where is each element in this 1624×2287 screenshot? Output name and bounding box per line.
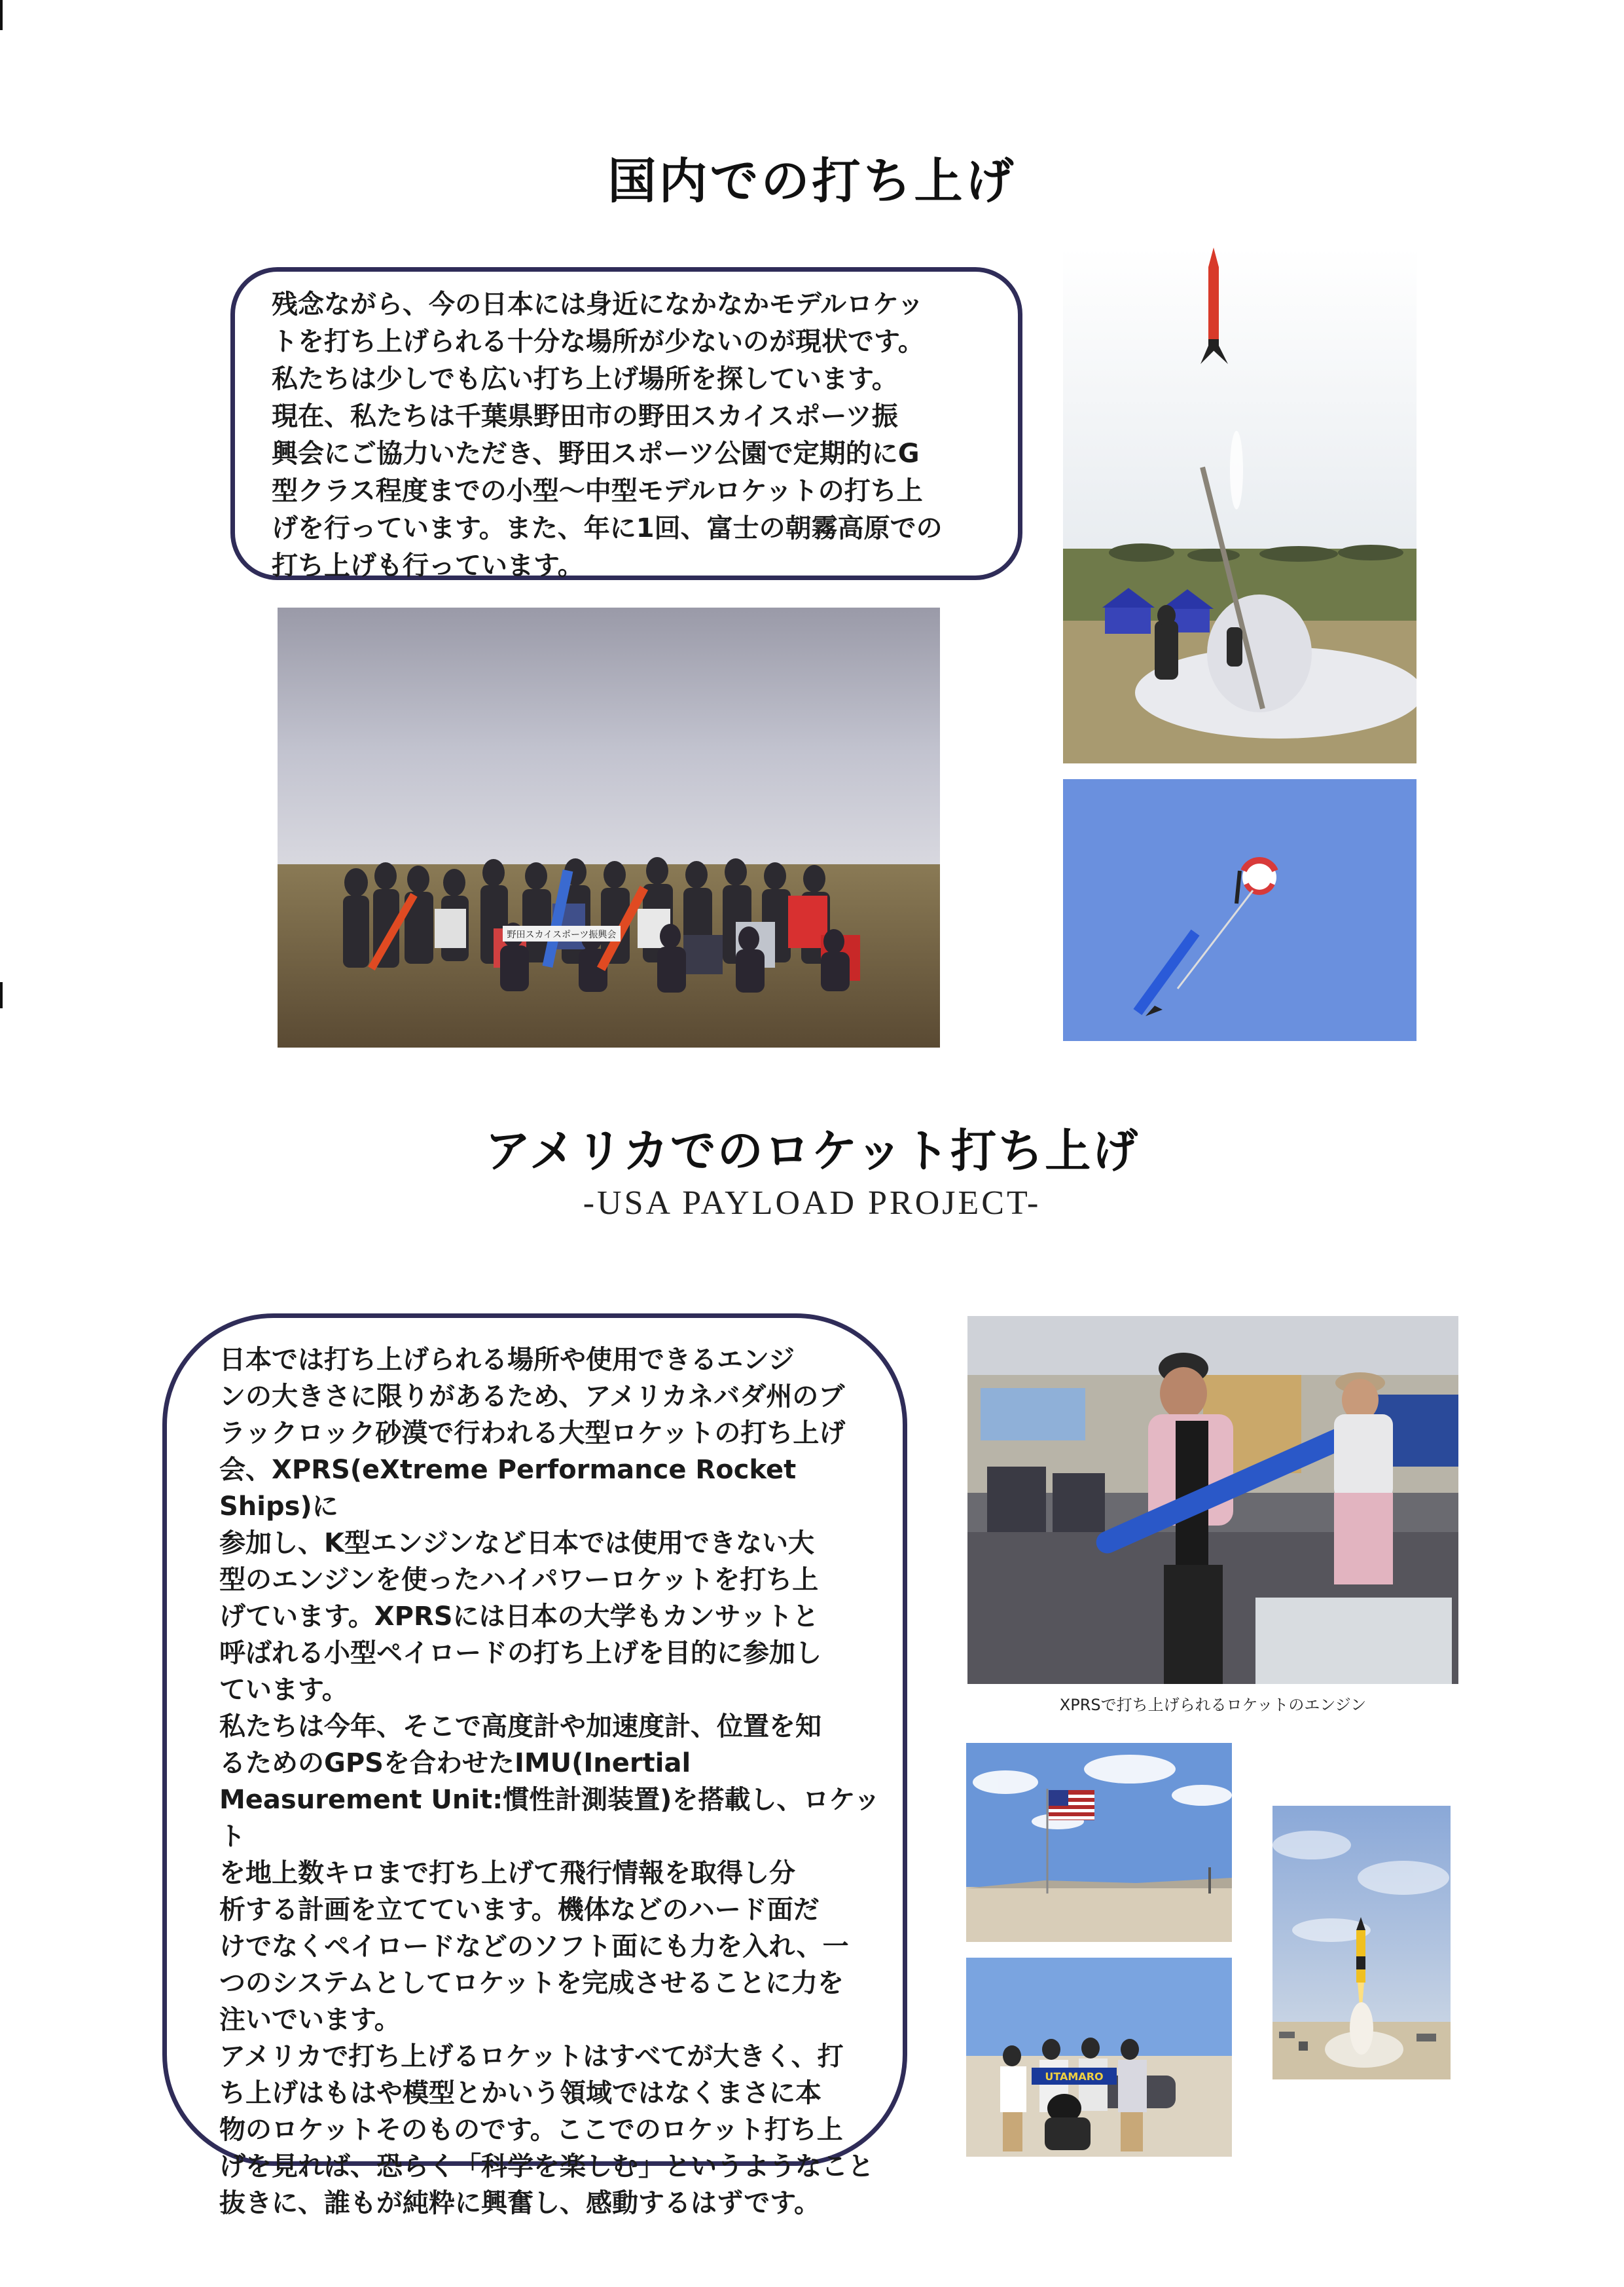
section-title-usa: アメリカでのロケット打ち上げ [484,1124,1140,1178]
launch-photo-japan [1063,247,1416,763]
desert-flag-photo [966,1743,1232,1942]
launch-photo-usa [1272,1806,1451,2079]
section-title-japan: 国内での打ち上げ [607,153,1017,210]
usa-text-box [162,1313,907,2218]
engine-photo [967,1316,1458,1684]
scan-edge-mark [0,982,3,1008]
team-shirt-text: UTAMARO [1045,2070,1104,2083]
section-subtitle-usa: -USA PAYLOAD PROJECT- [583,1184,1041,1222]
japan-body-text: 残念ながら、今の日本には身近になかなかモデルロケッ トを打ち上げられる十分な場所が少ないのが現状です。 私たちは少しでも広い打ち上げ場所を探しています。 現在、私たちは千葉県野田市の野田スカイスポーツ振 興会にご協力いただき、野田スポーツ公園で定期的にG 型クラス程度までの小型～中型モデルロケットの打ち上 げを行っています。また、年に1回、富士の朝霧高原での 打ち上げも行っています。 [272,289,943,581]
team-photo [966,1958,1232,2157]
engine-photo-caption: XPRSで打ち上げられるロケットのエンジン [1059,1696,1367,1714]
usa-body-text: 日本では打ち上げられる場所や使用できるエンジ ンの大きさに限りがあるため、アメリカネバダ州のブ ラックロック砂漠で行われる大型ロケットの打ち上げ 会、XPRS(eXtreme Performance Rocket Ships)に 参加し、K型エンジンなど日本では使用できない大 型のエンジンを使ったハイパワーロケットを打ち上 げています。XPRSには日本の大学もカンサットと 呼ばれる小型ペイロードの打ち上げを目的に参加し ています。 私たちは今年、そこで高度計や加速度計、位置を知 るためのGPSを合わせたIMU(Inertial Measurement Unit:慣性計測装置)を搭載し、ロケット を地上数キロまで打ち上げて飛行情報を取得し分 析する計画を立てています。機体などのハード面だ けでなくペイロードなどのソフト面にも力を入れ、一 つのシステムとしてロケットを完成させることに力を 注いでいます。 アメリカで打ち上げるロケットはすべてが大きく、打 ち上げはもはや模型とかいう領域ではなくまさに本 物のロケットそのものです。ここでのロケット打ち上 げを見れば、恐らく「科学を楽しむ」というようなこと 抜きに、誰もが純粋に興奮し、感動するはずです。 [219,1345,880,2218]
banner-text: 野田スカイスポーツ振興会 [507,930,617,940]
parachute-photo [1063,779,1416,1041]
scan-edge-mark [0,0,3,30]
japan-text-box [230,267,1022,580]
group-photo [278,608,940,1048]
